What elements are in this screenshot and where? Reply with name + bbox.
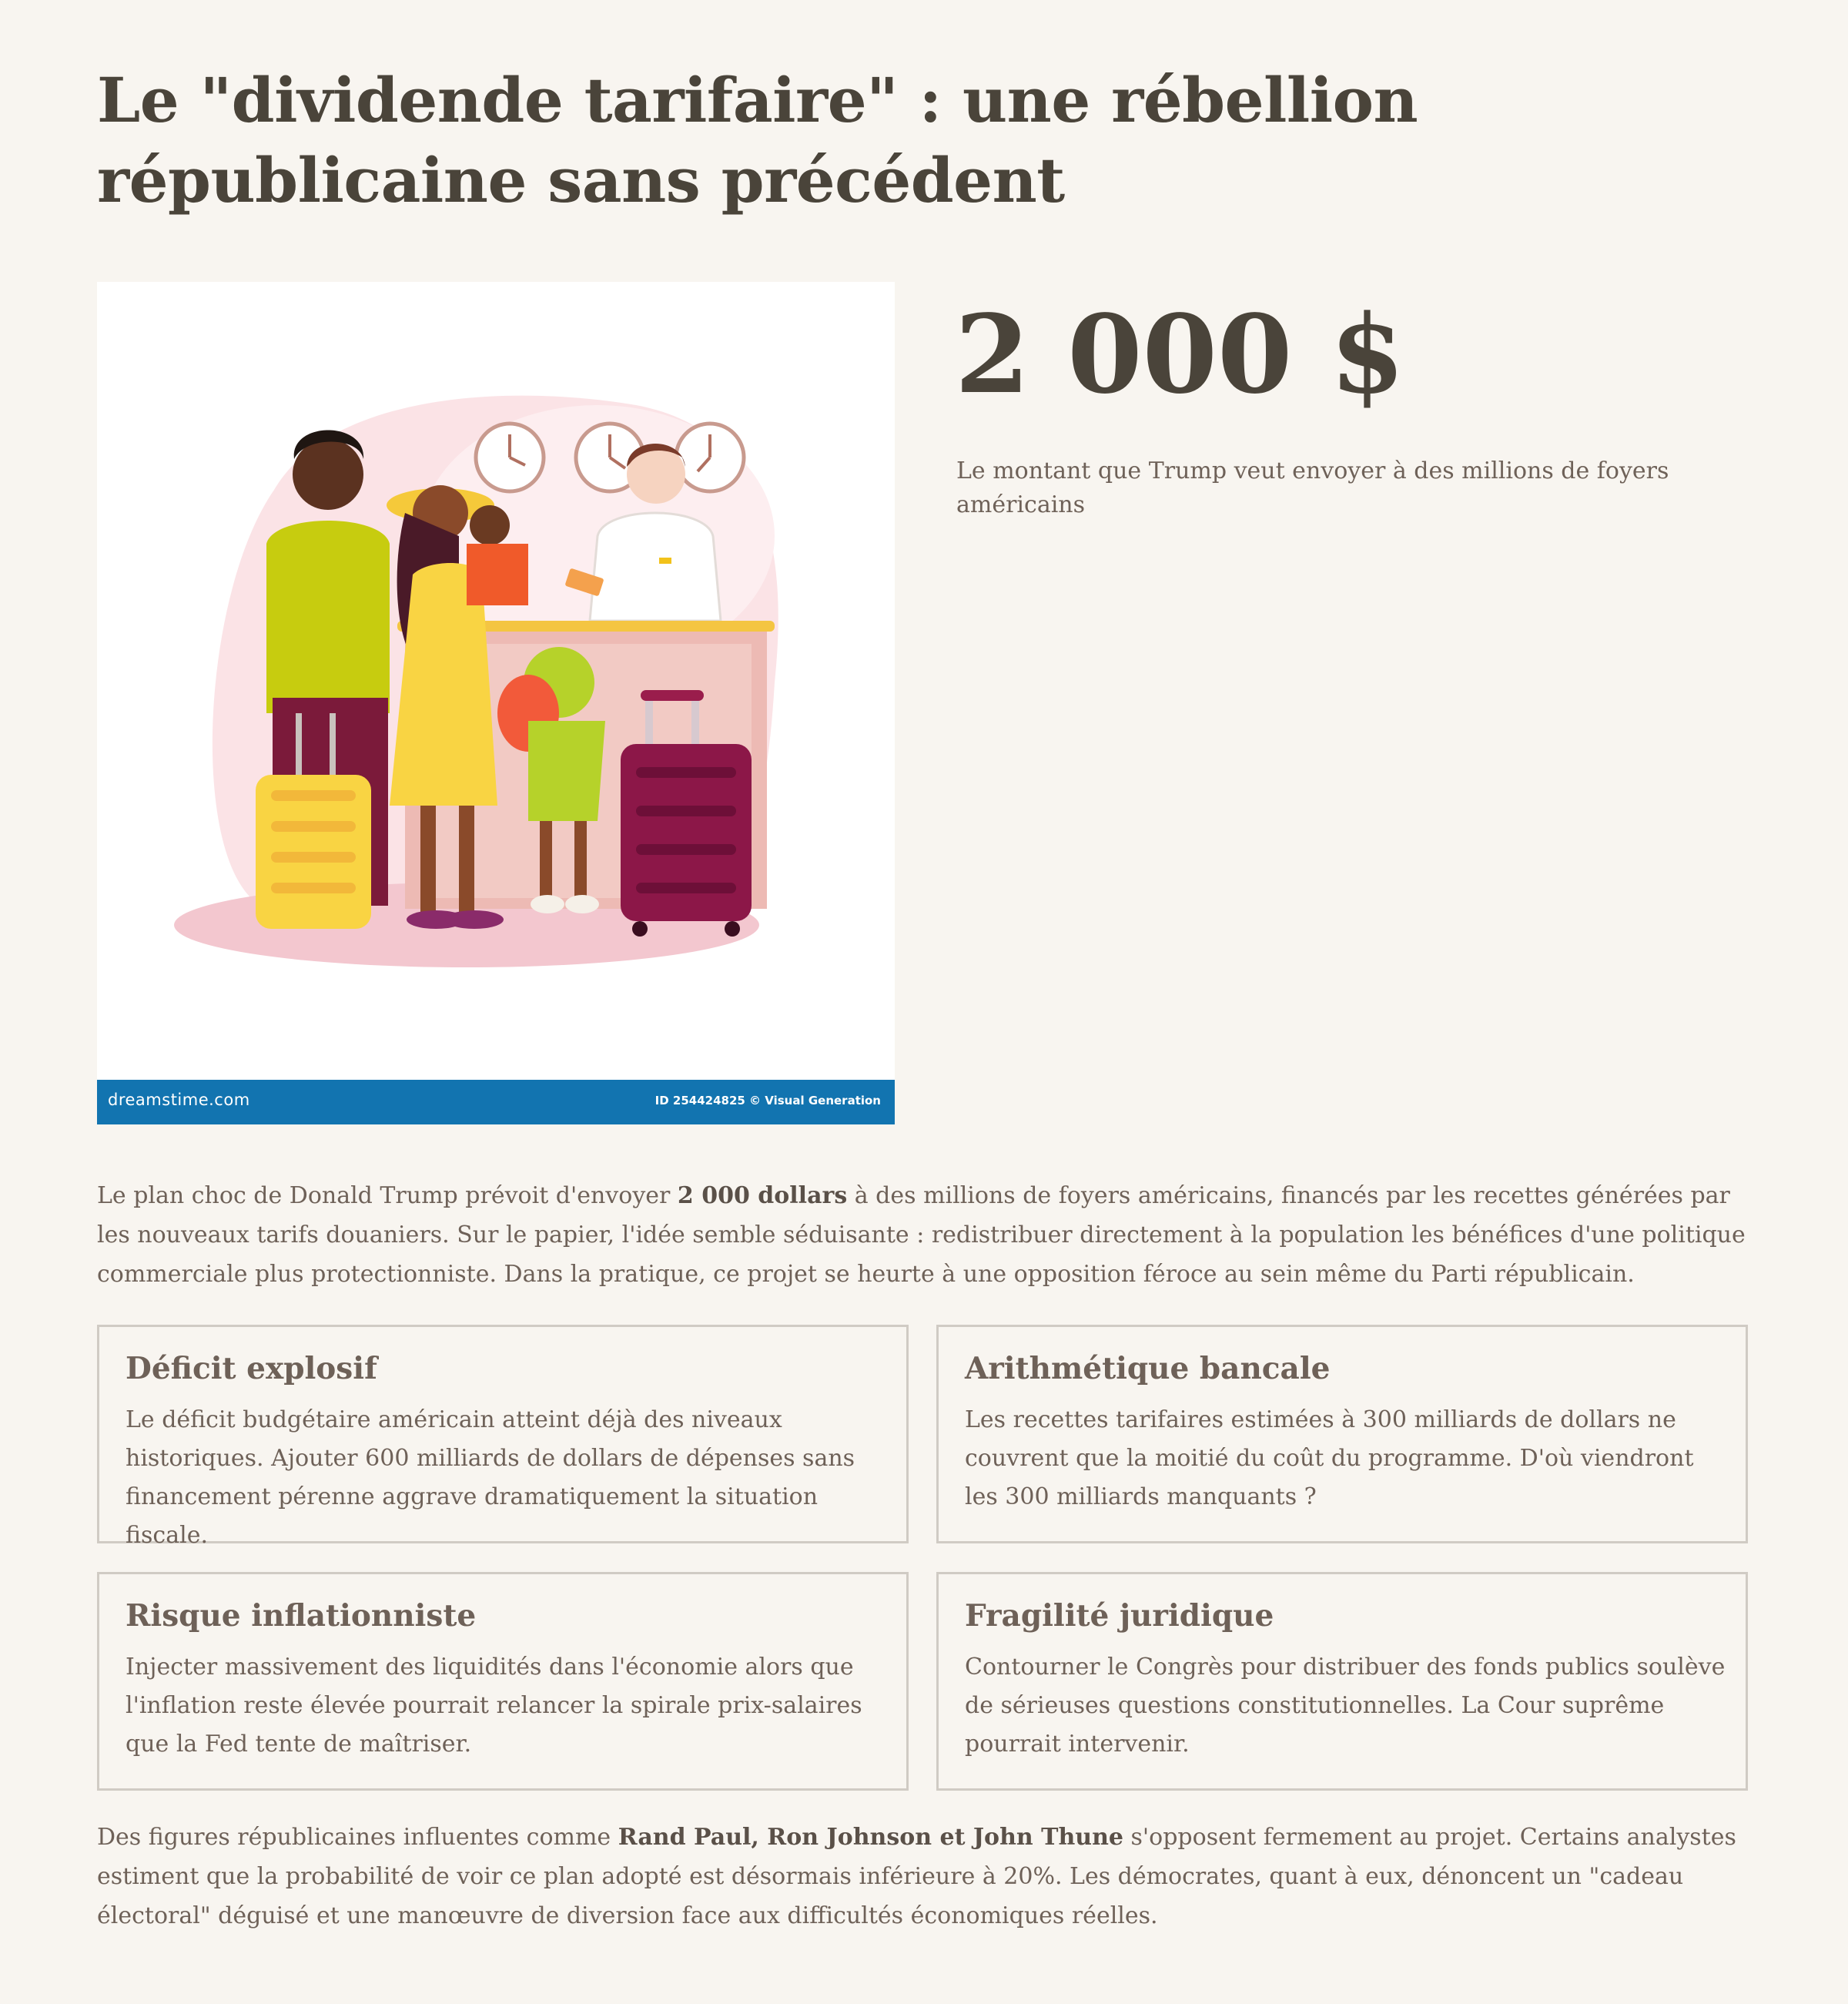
article-illustration	[97, 282, 895, 1124]
stat-value: 2 000 $	[955, 292, 1405, 418]
stat-caption: Le montant que Trump veut envoyer à des millions de foyers américains	[956, 457, 1669, 518]
watermark-bar	[97, 1080, 895, 1124]
argument-card	[936, 1325, 1748, 1543]
intro-text-end: à des millions de foyers américains, financés par les recettes générées par les nouveaux tarifs douaniers. Sur le papier, l'idée semble séduisante : redistribuer directement à la population les bénéfices d'une politique commerciale plus protectionniste. Dans la pratique, ce projet se heurte à une opposition féroce au sein même du Parti républicain.	[97, 1182, 1746, 1288]
argument-card	[936, 1572, 1748, 1791]
conclusion-paragraph	[97, 1818, 1753, 1935]
intro-text-start: Le plan choc de Donald Trump prévoit d'envoyer	[97, 1182, 678, 1209]
card-text: Contourner le Congrès pour distribuer des fonds publics soulève de sérieuses questions constitutionnelles. La Cour suprême pourrait intervenir.	[965, 1654, 1726, 1758]
intro-text-bold: 2 000 dollars	[677, 1182, 848, 1209]
article-title: Le "dividende tarifaire" : une rébellion républicaine sans précédent	[97, 64, 1418, 216]
watermark-logo: dreamstime.com	[108, 1091, 250, 1109]
conclusion-text-bold: Rand Paul, Ron Johnson et John Thune	[618, 1824, 1123, 1851]
wall-clock-icon	[476, 424, 544, 491]
image-credit: ID 254424825 © Visual Generation	[654, 1094, 881, 1108]
card-title: Fragilité juridique	[965, 1598, 1274, 1634]
conclusion-text-start: Des figures républicaines influentes comme	[97, 1824, 618, 1851]
argument-card	[97, 1572, 909, 1791]
card-text: Les recettes tarifaires estimées à 300 milliards de dollars ne couvrent que la moitié du coût du programme. D'où viendront les 300 milliards manquants ?	[965, 1406, 1694, 1510]
hotel-reception-family-illustration	[97, 282, 895, 1080]
wall-clock-icon	[676, 424, 744, 491]
conclusion-text-end: s'opposent fermement au projet. Certains analystes estiment que la probabilité de voir ce plan adopté est désormais inférieure à 20%. Les démocrates, quant à eux, dénoncent un "cadeau électoral" déguisé et une manœuvre de diversion face aux difficultés économiques réelles.	[97, 1824, 1736, 1929]
intro-paragraph	[97, 1176, 1753, 1294]
card-title: Risque inflationniste	[126, 1598, 477, 1634]
card-text: Le déficit budgétaire américain atteint déjà des niveaux historiques. Ajouter 600 milliards de dollars de dépenses sans financement pérenne aggrave dramatiquement la situation fiscale.	[126, 1406, 855, 1549]
card-title: Arithmétique bancale	[965, 1351, 1331, 1386]
argument-card	[97, 1325, 909, 1549]
card-text: Injecter massivement des liquidités dans l'économie alors que l'inflation reste élevée pourrait relancer la spirale prix-salaires que la Fed tente de maîtriser.	[126, 1654, 862, 1758]
card-title: Déficit explosif	[126, 1351, 377, 1386]
